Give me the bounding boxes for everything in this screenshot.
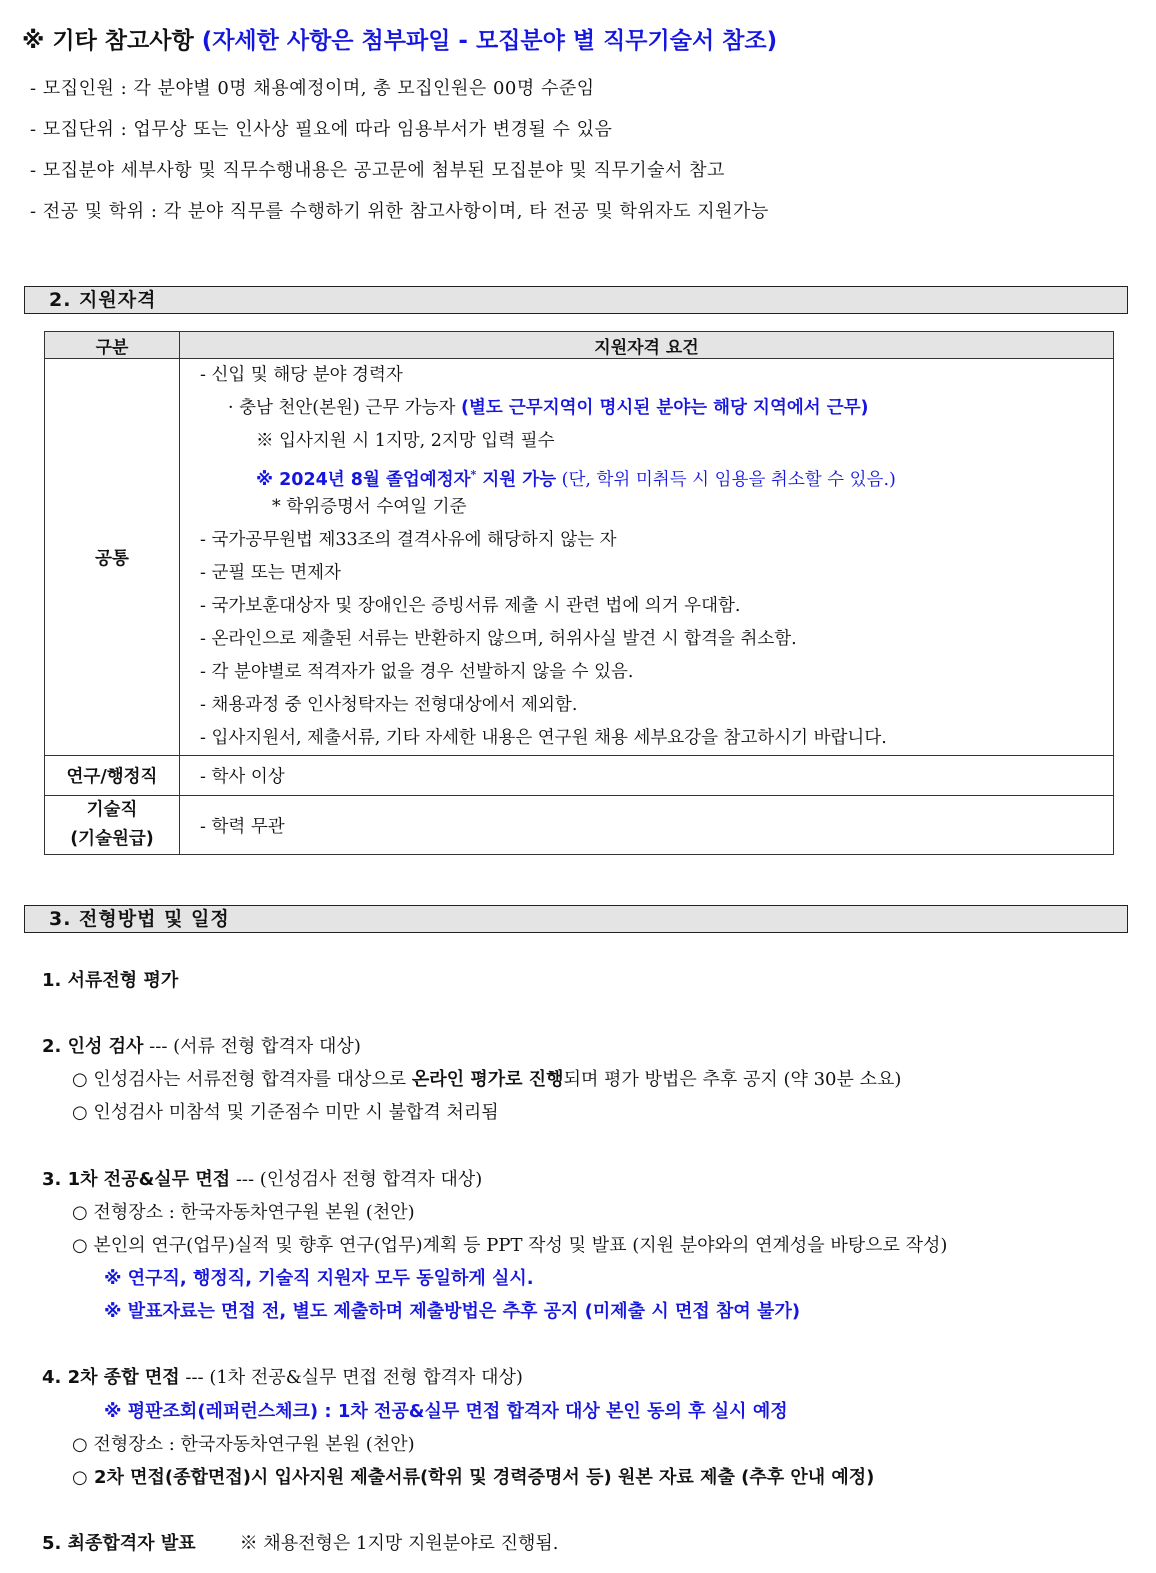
- requirement-highlight: ※ 2024년 8월 졸업예정자: [256, 469, 471, 490]
- note-item: - 모집분야 세부사항 및 직무수행내용은 공고문에 첨부된 모집분야 및 직무기술서 참고: [30, 160, 725, 181]
- step-notice: ※ 평판조회(레퍼런스체크) : 1차 전공&실무 면접 합격자 대상 본인 동의 후 실시 예정: [104, 1401, 788, 1422]
- row-label-tech-line2: (기술원급): [70, 829, 154, 849]
- requirement-line: - 입사지원서, 제출서류, 기타 자세한 내용은 연구원 채용 세부요강을 참고하시기 바랍니다.: [200, 728, 887, 748]
- step-notice: ※ 연구직, 행정직, 기술직 지원자 모두 동일하게 실시.: [104, 1268, 534, 1289]
- bullet-text: 되며 평가 방법은 추후 공지 (약 30분 소요): [563, 1069, 902, 1090]
- research-requirement: - 학사 이상: [180, 756, 1114, 796]
- step-title: 2. 인성 검사: [42, 1036, 144, 1057]
- note-item: - 모집인원 : 각 분야별 0명 채용예정이며, 총 모집인원은 00명 수준임: [30, 78, 595, 99]
- step-target: --- (1차 전공&실무 면접 전형 합격자 대상): [179, 1367, 523, 1388]
- table-row-tech: [45, 796, 1114, 855]
- note-item: - 모집단위 : 업무상 또는 인사상 필요에 따라 임용부서가 변경될 수 있음: [30, 119, 613, 140]
- step-bullet: ○ 인성검사 미참석 및 기준점수 미만 시 불합격 처리됨: [72, 1102, 499, 1123]
- step-title: 4. 2차 종합 면접: [42, 1367, 180, 1388]
- notes-heading-label: ※ 기타 참고사항: [22, 28, 202, 54]
- requirement-line: - 각 분야별로 적격자가 없을 경우 선발하지 않을 수 있음.: [200, 662, 634, 682]
- step-bullet: ○ 전형장소 : 한국자동차연구원 본원 (천안): [72, 1434, 415, 1455]
- step-title: 3. 1차 전공&실무 면접: [42, 1169, 231, 1190]
- step-bullet: [72, 1065, 901, 1091]
- step-document-review: [42, 966, 178, 992]
- requirement-line: [200, 458, 1113, 491]
- row-label-research: 연구/행정직: [45, 756, 180, 796]
- common-requirements: [180, 359, 1114, 756]
- bullet-emphasis: 온라인 평가로 진행: [411, 1069, 564, 1090]
- table-row-common: [45, 359, 1114, 756]
- requirement-line: - 군필 또는 면제자: [200, 563, 341, 583]
- step-personality-test: [42, 1032, 361, 1058]
- requirement-footnote: * 학위증명서 수여일 기준: [272, 497, 467, 517]
- tech-requirement: - 학력 무관: [180, 796, 1114, 855]
- row-label-tech: [45, 796, 180, 855]
- step-target: --- (서류 전형 합격자 대상): [143, 1036, 361, 1057]
- note-item: - 전공 및 학위 : 각 분야 직무를 수행하기 위한 참고사항이며, 타 전공 및 학위자도 지원가능: [30, 201, 769, 222]
- step-title: 1. 서류전형 평가: [42, 970, 179, 991]
- table-header-requirements: 지원자격 요건: [180, 332, 1114, 359]
- step-notice: ※ 발표자료는 면접 전, 별도 제출하며 제출방법은 추후 공지 (미제출 시 면접 참여 불가): [104, 1301, 801, 1322]
- step-target: --- (인성검사 전형 합격자 대상): [230, 1169, 483, 1190]
- step-final-announcement: [42, 1529, 559, 1555]
- requirement-line: - 온라인으로 제출된 서류는 반환하지 않으며, 허위사실 발견 시 합격을 취소함.: [200, 629, 797, 649]
- requirement-line: - 국가공무원법 제33조의 결격사유에 해당하지 않는 자: [200, 530, 617, 550]
- requirement-line: - 채용과정 중 인사청탁자는 전형대상에서 제외함.: [200, 695, 578, 715]
- step-bullet-emphasis: ○ 2차 면접(종합면접)시 입사지원 제출서류(학위 및 경력증명서 등) 원본 자료 제출 (추후 안내 예정): [72, 1467, 875, 1488]
- table-header-row: [45, 332, 1114, 359]
- requirement-line: - 신입 및 해당 분야 경력자: [200, 365, 403, 385]
- requirement-line: [200, 392, 1113, 425]
- notes-heading-reference: (자세한 사항은 첨부파일 - 모집분야 별 직무기술서 참조): [201, 28, 778, 54]
- requirement-line: ※ 입사지원 시 1지망, 2지망 입력 필수: [256, 431, 555, 451]
- step-bullet: ○ 전형장소 : 한국자동차연구원 본원 (천안): [72, 1202, 415, 1223]
- row-label-tech-line1: 기술직: [86, 800, 138, 820]
- requirement-text: · 충남 천안(본원) 근무 가능자: [228, 398, 461, 418]
- table-row-research: [45, 756, 1114, 796]
- requirement-highlight: 지원 가능: [476, 469, 557, 490]
- step-bullet: ○ 본인의 연구(업무)실적 및 향후 연구(업무)계획 등 PPT 작성 및 발표 (지원 분야와의 연계성을 바탕으로 작성): [72, 1235, 948, 1256]
- bullet-text: ○ 인성검사는 서류전형 합격자를 대상으로: [72, 1069, 412, 1090]
- section-title-qualifications: 2. 지원자격: [24, 286, 1128, 314]
- requirement-line: - 국가보훈대상자 및 장애인은 증빙서류 제출 시 관련 법에 의거 우대함.: [200, 596, 741, 616]
- notes-heading: [22, 22, 777, 55]
- step-note: ※ 채용전형은 1지망 지원분야로 진행됨.: [239, 1533, 559, 1554]
- qualifications-table: [44, 331, 1114, 855]
- requirement-note: (단, 학위 미취득 시 임용을 취소할 수 있음.): [556, 469, 896, 490]
- table-header-category: 구분: [45, 332, 180, 359]
- requirement-highlight: (별도 근무지역이 명시된 분야는 해당 지역에서 근무): [461, 398, 869, 418]
- step-second-interview: [42, 1363, 523, 1389]
- footnote-mark: *: [470, 468, 477, 481]
- step-title: 5. 최종합격자 발표: [42, 1533, 196, 1554]
- row-label-common: 공통: [45, 359, 180, 756]
- step-first-interview: [42, 1165, 482, 1191]
- section-title-selection: 3. 전형방법 및 일정: [24, 905, 1128, 933]
